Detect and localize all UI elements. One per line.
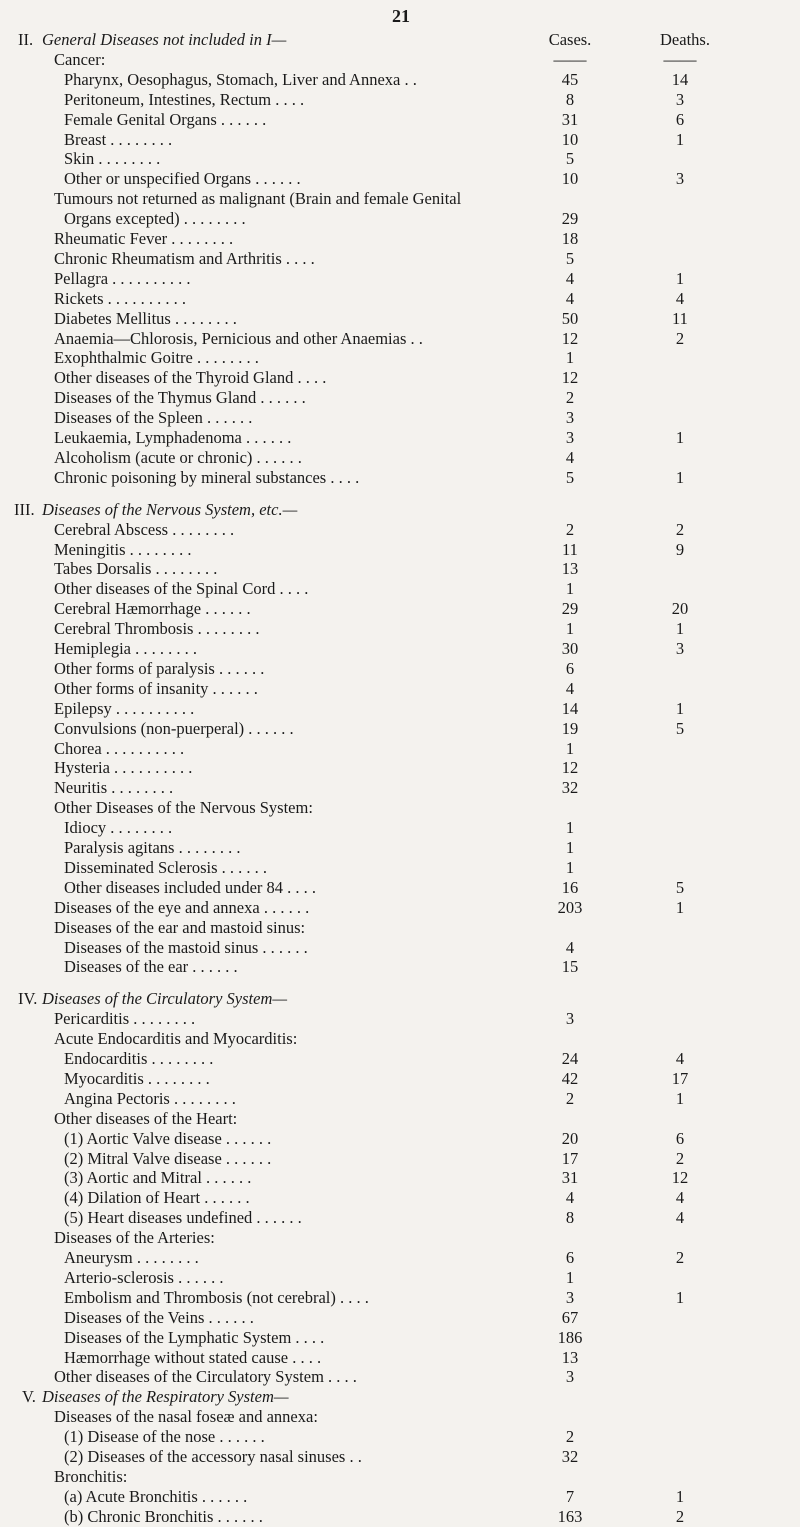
deaths-cell: 4 xyxy=(675,1049,685,1068)
cases-cell: 4 xyxy=(565,937,575,957)
table-row xyxy=(0,540,800,560)
row-label: Cerebral Hæmorrhage . . . . . . xyxy=(54,599,251,619)
table-row xyxy=(0,189,800,209)
table-row xyxy=(0,1487,800,1507)
row-label: (2) Diseases of the accessory nasal sinuses . . xyxy=(64,1447,362,1466)
cases-cell: 3 xyxy=(565,1009,575,1029)
row-label: Diseases of the eye and annexa . . . . . . xyxy=(54,897,310,917)
cases-cell: 3 xyxy=(565,1287,575,1307)
table-row xyxy=(0,408,800,428)
section-numeral: IV. xyxy=(18,989,38,1009)
row-label: Chronic poisoning by mineral substances . . . . xyxy=(54,467,360,487)
cases-cell: 45 xyxy=(561,69,579,89)
deaths-cell: 12 xyxy=(671,1168,689,1188)
table-row xyxy=(0,249,800,269)
row-label: Chronic Rheumatism and Arthritis . . . . xyxy=(54,248,315,268)
table-row xyxy=(0,1467,800,1487)
table-row xyxy=(0,838,800,858)
row-label: Endocarditis . . . . . . . . xyxy=(64,1049,214,1068)
row-label: Skin . . . . . . . . xyxy=(64,149,161,169)
row-label: Hæmorrhage without stated cause . . . . xyxy=(64,1347,322,1367)
table-row xyxy=(0,1109,800,1129)
cases-cell: 42 xyxy=(561,1068,579,1088)
cases-cell: 13 xyxy=(561,559,579,579)
table-row xyxy=(0,619,800,639)
deaths-cell: 3 xyxy=(675,89,685,109)
row-label: (1) Aortic Valve disease . . . . . . xyxy=(64,1128,272,1148)
table-row xyxy=(0,1268,800,1288)
table-row xyxy=(0,1407,800,1427)
cases-cell: —— xyxy=(553,49,587,69)
table-row xyxy=(0,130,800,150)
table-row xyxy=(0,579,800,599)
table-row xyxy=(0,289,800,309)
deaths-cell: 2 xyxy=(675,519,685,539)
table-row xyxy=(0,798,800,818)
cases-cell: 2 xyxy=(565,1427,575,1447)
row-label: Alcoholism (acute or chronic) . . . . . . xyxy=(54,447,302,467)
deaths-cell: 6 xyxy=(675,1128,685,1148)
deaths-cell: —— xyxy=(663,49,697,69)
row-label: Diseases of the nasal foseæ and annexa: xyxy=(54,1407,318,1427)
table-row xyxy=(0,1447,800,1467)
cases-cell: 50 xyxy=(561,308,579,328)
row-label: Pericarditis . . . . . . . . xyxy=(54,1009,196,1029)
deaths-cell: 1 xyxy=(675,698,685,718)
deaths-cell: 11 xyxy=(672,308,688,328)
cases-cell: 10 xyxy=(561,169,579,189)
cases-cell: 6 xyxy=(565,1248,575,1267)
cases-cell: 31 xyxy=(561,1168,579,1188)
cases-cell: 3 xyxy=(565,408,575,428)
cases-cell: 12 xyxy=(561,368,579,388)
table-row xyxy=(0,559,800,579)
cases-cell: 67 xyxy=(561,1307,579,1327)
cases-cell: 163 xyxy=(557,1506,583,1526)
cases-cell: 15 xyxy=(561,957,579,977)
cases-cell: 186 xyxy=(557,1327,583,1347)
cases-cell: 18 xyxy=(561,229,579,248)
table-row xyxy=(0,1308,800,1328)
table-row xyxy=(0,699,800,719)
cases-cell: 5 xyxy=(565,248,575,268)
row-label: Rickets . . . . . . . . . . xyxy=(54,288,186,308)
table-row xyxy=(0,719,800,739)
table-row xyxy=(0,1248,800,1268)
row-label: Epilepsy . . . . . . . . . . xyxy=(54,698,195,718)
table-row xyxy=(0,659,800,679)
deaths-cell: 5 xyxy=(675,877,685,897)
row-label: Convulsions (non-puerperal) . . . . . . xyxy=(54,718,294,738)
table-row xyxy=(0,898,800,918)
row-label: Myocarditis . . . . . . . . xyxy=(64,1068,210,1088)
row-label: Disseminated Sclerosis . . . . . . xyxy=(64,857,268,877)
deaths-cell: 1 xyxy=(675,428,685,447)
row-label: Diabetes Mellitus . . . . . . . . xyxy=(54,308,237,328)
table-row xyxy=(0,878,800,898)
table-row xyxy=(0,1029,800,1049)
deaths-cell: 1 xyxy=(675,1486,685,1506)
cases-cell: 2 xyxy=(565,388,575,408)
deaths-cell: 1 xyxy=(675,467,685,487)
row-label: Paralysis agitans . . . . . . . . xyxy=(64,838,241,857)
cases-cell: 4 xyxy=(565,447,575,467)
cases-cell: 20 xyxy=(561,1128,579,1148)
deaths-cell: 2 xyxy=(675,1148,685,1168)
table-row xyxy=(0,428,800,448)
row-label: Exophthalmic Goitre . . . . . . . . xyxy=(54,348,259,368)
deaths-cell: 3 xyxy=(675,169,685,189)
table-row xyxy=(0,1288,800,1308)
table-row xyxy=(0,1387,800,1407)
row-label: Tumours not returned as malignant (Brain and female Genital xyxy=(54,189,462,209)
table-row xyxy=(0,149,800,169)
deaths-cell: 5 xyxy=(675,718,685,738)
row-label: Breast . . . . . . . . xyxy=(64,129,173,149)
table-row xyxy=(0,30,800,50)
table-row xyxy=(0,329,800,349)
cases-cell: 4 xyxy=(565,678,575,698)
cases-cell: 30 xyxy=(561,639,579,658)
cases-cell: 32 xyxy=(561,778,579,798)
row-label: Diseases of the Spleen . . . . . . xyxy=(54,408,253,428)
table-row xyxy=(0,818,800,838)
table-row xyxy=(0,938,800,958)
row-label: Other forms of paralysis . . . . . . xyxy=(54,658,265,678)
row-label: Other diseases of the Thyroid Gland . . . . xyxy=(54,368,327,388)
table-row xyxy=(0,758,800,778)
table-row xyxy=(0,1168,800,1188)
cases-cell: 17 xyxy=(561,1148,579,1168)
cases-cell: 7 xyxy=(565,1486,575,1506)
row-label: Other or unspecified Organs . . . . . . xyxy=(64,169,301,189)
table-row xyxy=(0,858,800,878)
table-row xyxy=(0,209,800,229)
row-label: Acute Endocarditis and Myocarditis: xyxy=(54,1029,298,1049)
row-label: (2) Mitral Valve disease . . . . . . xyxy=(64,1148,272,1168)
cases-cell: 5 xyxy=(565,467,575,487)
table-row xyxy=(0,1348,800,1368)
cases-cell: 2 xyxy=(565,519,575,539)
row-label: Neuritis . . . . . . . . xyxy=(54,778,174,798)
row-label: Pellagra . . . . . . . . . . xyxy=(54,268,191,288)
cases-cell: 29 xyxy=(561,209,579,229)
row-label: Female Genital Organs . . . . . . xyxy=(64,109,267,129)
cases-cell: 5 xyxy=(565,149,575,169)
row-label: Other Diseases of the Nervous System: xyxy=(54,798,313,818)
cases-cell: 1 xyxy=(565,619,575,639)
table-row xyxy=(0,229,800,249)
page-number: 21 xyxy=(392,6,410,26)
deaths-cell: 3 xyxy=(675,639,685,658)
table-row xyxy=(0,70,800,90)
table-row xyxy=(0,269,800,289)
section-numeral: III. xyxy=(14,499,35,519)
cases-cell: 29 xyxy=(561,599,579,619)
table-row xyxy=(0,1089,800,1109)
section-heading: General Diseases not included in I— xyxy=(42,30,287,49)
table-row xyxy=(0,90,800,110)
deaths-cell: 4 xyxy=(675,288,685,308)
cases-cell: 14 xyxy=(561,698,579,718)
row-label: Other forms of insanity . . . . . . xyxy=(54,678,258,698)
row-label: Other diseases of the Heart: xyxy=(54,1108,238,1128)
cases-cell: 12 xyxy=(561,328,579,348)
cases-cell: 4 xyxy=(565,268,575,288)
cases-cell: 8 xyxy=(565,1208,575,1228)
cases-cell: 203 xyxy=(557,897,583,917)
cases-cell: 11 xyxy=(562,539,578,559)
cases-cell: 1 xyxy=(565,348,575,368)
section-numeral: II. xyxy=(18,30,34,49)
cases-cell: 2 xyxy=(565,1088,575,1108)
cases-cell: 1 xyxy=(565,1267,575,1287)
table-row xyxy=(0,50,800,70)
cases-cell: 8 xyxy=(565,89,575,109)
row-label: Pharynx, Oesophagus, Stomach, Liver and Annexa . . xyxy=(64,69,417,89)
row-label: Meningitis . . . . . . . . xyxy=(54,539,192,559)
row-label: (a) Acute Bronchitis . . . . . . xyxy=(64,1486,248,1506)
row-label: Arterio-sclerosis . . . . . . xyxy=(64,1267,224,1287)
row-label: Other diseases of the Circulatory System . . . . xyxy=(54,1367,357,1387)
row-label: Hysteria . . . . . . . . . . xyxy=(54,758,193,778)
cases-cell: 1 xyxy=(565,738,575,758)
row-label: Hemiplegia . . . . . . . . xyxy=(54,639,197,658)
cases-cell: 32 xyxy=(561,1447,579,1466)
cases-cell: Cases. xyxy=(548,30,592,49)
table-row xyxy=(0,448,800,468)
cases-cell: 31 xyxy=(561,109,579,129)
row-label: Diseases of the Arteries: xyxy=(54,1228,215,1248)
table-row xyxy=(0,989,800,1009)
row-label: Bronchitis: xyxy=(54,1466,128,1486)
table-row xyxy=(0,599,800,619)
table-row xyxy=(0,639,800,659)
row-label: Diseases of the mastoid sinus . . . . . . xyxy=(64,937,308,957)
cases-cell: 19 xyxy=(561,718,579,738)
deaths-cell: 2 xyxy=(675,328,685,348)
table-row xyxy=(0,679,800,699)
row-label: Idiocy . . . . . . . . xyxy=(64,818,173,838)
deaths-cell: 6 xyxy=(675,109,685,129)
deaths-cell: 20 xyxy=(671,599,689,619)
table-row xyxy=(0,1009,800,1029)
row-label: Anaemia—Chlorosis, Pernicious and other Anaemias . . xyxy=(54,328,423,348)
table-row xyxy=(0,957,800,977)
section-heading: Diseases of the Respiratory System— xyxy=(42,1387,289,1407)
deaths-cell: 2 xyxy=(675,1506,685,1526)
deaths-cell: Deaths. xyxy=(660,30,710,49)
row-label: Diseases of the Lymphatic System . . . . xyxy=(64,1327,325,1347)
row-label: (1) Disease of the nose . . . . . . xyxy=(64,1427,265,1447)
table-row xyxy=(0,778,800,798)
deaths-cell: 9 xyxy=(675,539,685,559)
cases-cell: 13 xyxy=(561,1347,579,1367)
cases-cell: 1 xyxy=(565,818,575,838)
cases-cell: 12 xyxy=(561,758,579,778)
cases-cell: 1 xyxy=(565,838,575,857)
deaths-cell: 2 xyxy=(675,1248,685,1267)
table-row xyxy=(0,348,800,368)
deaths-cell: 4 xyxy=(675,1188,685,1208)
table-row xyxy=(0,110,800,130)
row-label: Embolism and Thrombosis (not cerebral) . . . . xyxy=(64,1287,369,1307)
cases-cell: 1 xyxy=(565,857,575,877)
deaths-cell: 1 xyxy=(675,129,685,149)
table-row xyxy=(0,1069,800,1089)
row-label: Diseases of the ear . . . . . . xyxy=(64,957,238,977)
row-label: Cerebral Abscess . . . . . . . . xyxy=(54,519,235,539)
row-label: (3) Aortic and Mitral . . . . . . xyxy=(64,1168,252,1188)
row-label: Cancer: xyxy=(54,49,106,69)
table-row xyxy=(0,1129,800,1149)
row-label: Peritoneum, Intestines, Rectum . . . . xyxy=(64,89,305,109)
row-label: Other diseases of the Spinal Cord . . . . xyxy=(54,579,309,599)
deaths-cell: 1 xyxy=(675,897,685,917)
table-row xyxy=(0,1208,800,1228)
row-label: Chorea . . . . . . . . . . xyxy=(54,738,185,758)
row-label: Leukaemia, Lymphadenoma . . . . . . xyxy=(54,428,292,447)
deaths-cell: 1 xyxy=(675,1287,685,1307)
table-row xyxy=(0,169,800,189)
cases-cell: 6 xyxy=(565,658,575,678)
row-label: Diseases of the Thymus Gland . . . . . . xyxy=(54,388,306,408)
table-row xyxy=(0,1367,800,1387)
table-row xyxy=(0,1228,800,1248)
table-row xyxy=(0,388,800,408)
table-row xyxy=(0,1507,800,1527)
cases-cell: 24 xyxy=(561,1049,579,1068)
cases-cell: 3 xyxy=(565,1367,575,1387)
row-label: Organs excepted) . . . . . . . . xyxy=(64,209,246,229)
deaths-cell: 1 xyxy=(675,1088,685,1108)
row-label: (4) Dilation of Heart . . . . . . xyxy=(64,1188,250,1208)
table-row xyxy=(0,1427,800,1447)
row-label: Angina Pectoris . . . . . . . . xyxy=(64,1088,236,1108)
table-row xyxy=(0,739,800,759)
table-row xyxy=(0,918,800,938)
section-heading: Diseases of the Circulatory System— xyxy=(42,989,288,1009)
cases-cell: 4 xyxy=(565,1188,575,1208)
table-row xyxy=(0,1049,800,1069)
table-row xyxy=(0,520,800,540)
row-label: Aneurysm . . . . . . . . xyxy=(64,1248,199,1267)
deaths-cell: 1 xyxy=(675,619,685,639)
row-label: Diseases of the Veins . . . . . . xyxy=(64,1307,254,1327)
row-label: Other diseases included under 84 . . . . xyxy=(64,877,317,897)
deaths-cell: 14 xyxy=(671,69,689,89)
row-label: Cerebral Thrombosis . . . . . . . . xyxy=(54,619,260,639)
table-row xyxy=(0,1149,800,1169)
table-row xyxy=(0,1188,800,1208)
row-label: (5) Heart diseases undefined . . . . . . xyxy=(64,1208,302,1228)
row-label: Diseases of the ear and mastoid sinus: xyxy=(54,917,306,937)
section-heading: Diseases of the Nervous System, etc.— xyxy=(42,499,298,519)
cases-cell: 1 xyxy=(565,579,575,599)
deaths-cell: 4 xyxy=(675,1208,685,1228)
table-row xyxy=(0,468,800,488)
cases-cell: 3 xyxy=(565,428,575,447)
table-row xyxy=(0,500,800,520)
cases-cell: 4 xyxy=(565,288,575,308)
table-row xyxy=(0,309,800,329)
cases-cell: 10 xyxy=(561,129,579,149)
row-label: (b) Chronic Bronchitis . . . . . . xyxy=(64,1506,263,1526)
deaths-cell: 1 xyxy=(675,268,685,288)
table-row xyxy=(0,368,800,388)
row-label: Rheumatic Fever . . . . . . . . xyxy=(54,229,234,248)
section-numeral: V. xyxy=(22,1387,36,1407)
deaths-cell: 17 xyxy=(671,1068,689,1088)
row-label: Tabes Dorsalis . . . . . . . . xyxy=(54,559,218,579)
cases-cell: 16 xyxy=(561,877,579,897)
table-row xyxy=(0,1328,800,1348)
